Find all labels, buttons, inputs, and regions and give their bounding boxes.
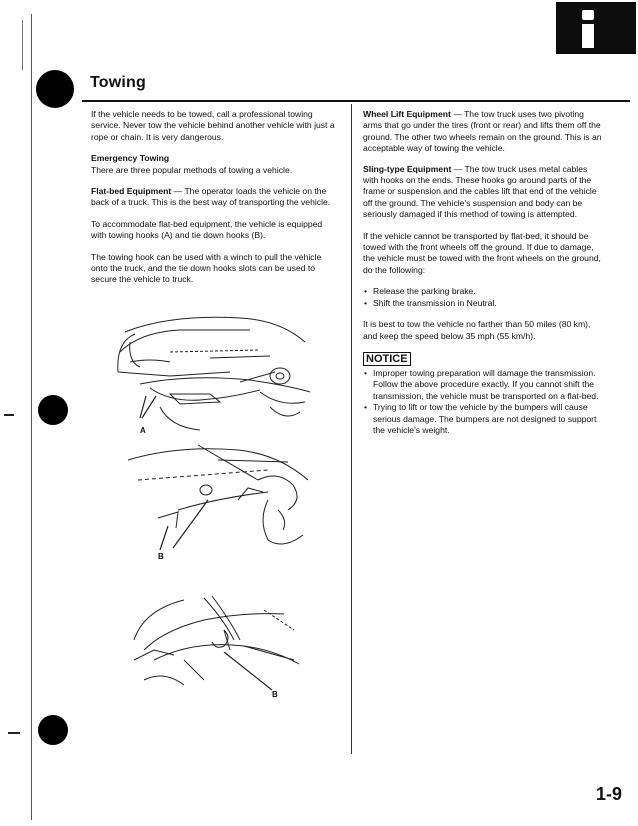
page-title: Towing	[90, 74, 146, 91]
notice-block	[363, 352, 603, 436]
list-item: • Improper towing preparation will damage the transmission. Follow the above procedure exactly. If you cannot shift the transmission, the vehicle must be transported on a flat-bed.	[363, 368, 603, 402]
wheel-lift-text: The tow truck uses two pivoting arms that go under the tires (front or rear) and lifts them off the ground. The other two wheels remain on the ground. This is an acceptable way of towing the vehicle.	[363, 109, 602, 154]
list-item: • Release the parking brake.	[363, 286, 603, 297]
left-column	[91, 109, 336, 296]
tie-down-hook-illustration-rear	[124, 590, 304, 700]
column-divider	[351, 104, 352, 754]
callout-label-b-rear: B	[272, 690, 278, 699]
cannot-flatbed-paragraph: If the vehicle cannot be transported by flat-bed, it should be towed with the front wheels off the ground. If due to damage, the vehicle must be towed with the front wheels on the ground, do the following:	[363, 230, 601, 275]
section-marker-dot	[36, 70, 74, 108]
towing-steps-list	[363, 286, 603, 309]
flatbed-heading: Flat-bed Equipment	[91, 186, 172, 197]
emergency-towing-section	[91, 153, 336, 176]
callout-label-a: A	[140, 426, 146, 435]
hook-paragraph: The towing hook can be used with a winch to pull the vehicle onto the truck, and the tie down hooks slots can be used to secure the vehicle to truck.	[91, 251, 322, 285]
sling-type-heading: Sling-type Equipment	[363, 163, 452, 174]
right-column	[363, 109, 603, 446]
notice-label: NOTICE	[363, 352, 411, 366]
list-item: • Shift the transmission in Neutral.	[363, 298, 603, 309]
top-left-rule	[22, 20, 23, 70]
wheel-lift-dash: —	[450, 109, 465, 119]
binding-mark	[8, 732, 20, 734]
binding-mark	[4, 414, 14, 416]
intro-paragraph: If the vehicle needs to be towed, call a professional towing service. Never tow the vehicle behind another vehicle with just a rope or chain. It is very dangerous.	[91, 109, 335, 142]
flatbed-paragraph	[91, 186, 336, 209]
flatbed-text: The operator loads the vehicle on the back of a truck. This is the best way of transporting the vehicle.	[91, 186, 331, 208]
wheel-lift-heading: Wheel Lift Equipment	[363, 109, 451, 119]
accommodate-paragraph: To accommodate flat-bed equipment, the vehicle is equipped with towing hooks (A) and tie down hooks (B).	[91, 218, 323, 241]
wheel-lift-paragraph	[363, 109, 603, 155]
binding-hole-dot	[38, 395, 68, 425]
info-icon	[556, 2, 636, 54]
emergency-towing-text: There are three popular methods of towing a vehicle.	[91, 164, 293, 175]
sling-type-dash: —	[451, 163, 465, 174]
callout-label-b-front: B	[158, 552, 164, 561]
list-item: • Trying to lift or tow the vehicle by the bumpers will cause serious damage. The bumpers are not designed to support the vehicle's weight.	[363, 402, 603, 436]
left-margin-rule	[31, 14, 32, 820]
page-number: 1-9	[596, 784, 623, 804]
flatbed-dash: —	[171, 186, 185, 197]
sling-type-text: The tow truck uses metal cables with hooks on the ends. These hooks go around parts of the frame or suspension and the cables lift that end of the vehicle off the ground. The vehicle's suspension and body can be seriously damaged if this method of towing is attempted.	[363, 163, 597, 220]
title-underline	[82, 100, 630, 102]
tie-down-hook-illustration-front	[118, 440, 318, 555]
distance-paragraph: It is best to tow the vehicle no farther than 50 miles (80 km), and keep the speed below 35 mph (55 km/h).	[363, 319, 591, 341]
towing-hook-illustration	[110, 312, 320, 434]
sling-type-paragraph	[363, 164, 603, 221]
notice-list	[363, 368, 603, 436]
binding-hole-dot	[38, 715, 68, 745]
emergency-towing-heading: Emergency Towing	[91, 153, 170, 164]
